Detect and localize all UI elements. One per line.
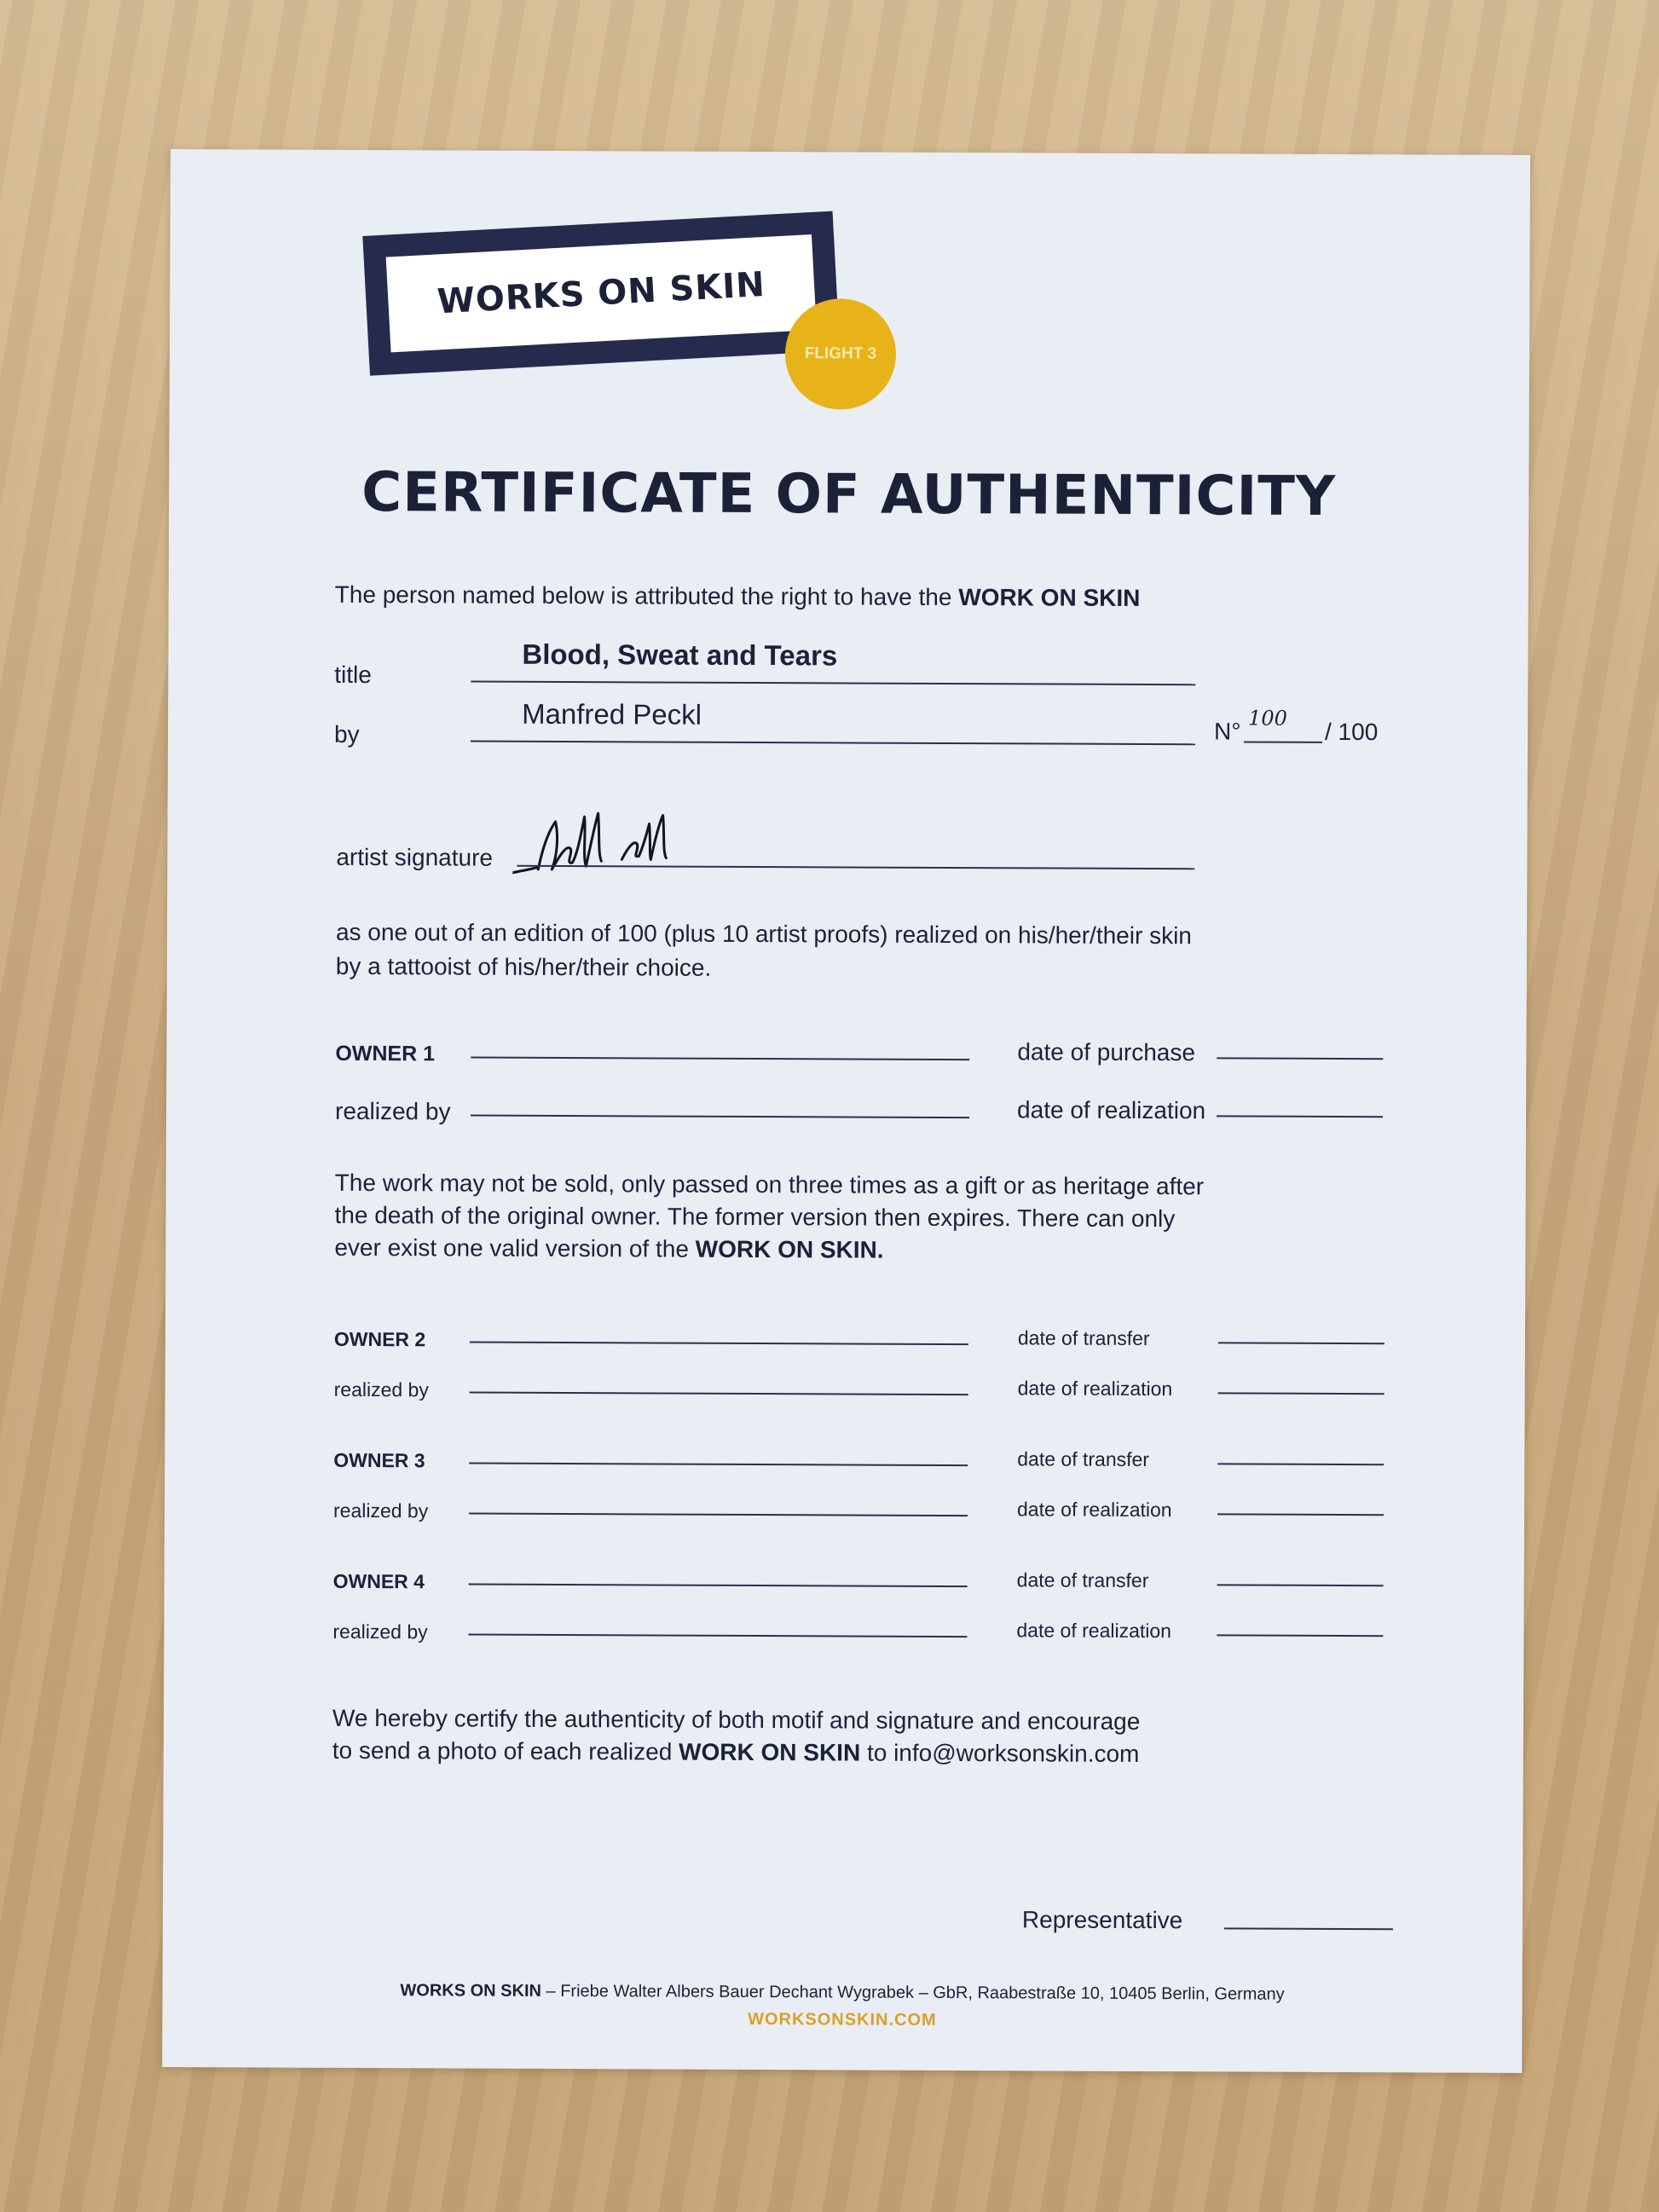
footer-url-row	[162, 2007, 1522, 2033]
owner3-realized-label: realized by	[332, 1499, 429, 1522]
owner3-date-transfer-label: date of transfer	[1017, 1447, 1150, 1471]
flight-badge-text: FLIGHT 3	[804, 344, 877, 363]
title-line	[471, 681, 1195, 686]
owner1-date-realization-label: date of realization	[1017, 1096, 1206, 1124]
title-value: Blood, Sweat and Tears	[522, 638, 838, 672]
transfer-text-bold: WORK ON SKIN.	[695, 1235, 884, 1263]
owner4-date-realization-label: date of realization	[1016, 1619, 1172, 1643]
edition-text-line2: by a tattooist of his/her/their choice.	[335, 952, 712, 981]
representative-label: Representative	[1021, 1906, 1183, 1934]
certify-text-bold: WORK ON SKIN	[679, 1738, 861, 1766]
artist-signature	[512, 803, 700, 881]
edition-text-line1: as one out of an edition of 100 (plus 10 artist proofs) realized on his/her/their skin	[335, 918, 1192, 950]
owner3-realized-line	[469, 1513, 968, 1517]
certificate-paper	[162, 149, 1530, 2073]
owner2-realized-label: realized by	[333, 1377, 429, 1401]
by-line	[471, 741, 1195, 746]
owner3-date-transfer-line	[1217, 1463, 1384, 1465]
owner2-date-transfer-label: date of transfer	[1017, 1326, 1150, 1350]
transfer-text-line1: The work may not be sold, only passed on three times as a gift or as heritage after	[334, 1169, 1205, 1200]
owner4-label: OWNER 4	[332, 1569, 425, 1593]
transfer-text-line2: the death of the original owner. The former version then expires. There can only	[334, 1201, 1176, 1233]
edition-number-prefix: N°	[1213, 718, 1241, 745]
owner3-line	[469, 1463, 968, 1467]
owner2-realized-line	[470, 1392, 968, 1396]
owner4-date-transfer-line	[1217, 1584, 1384, 1586]
intro-text: The person named below is attributed the right to have the WORK ON SKIN	[334, 580, 1141, 611]
owner4-realized-label: realized by	[332, 1620, 428, 1643]
certify-text-line1: We hereby certify the authenticity of both motif and signature and encourage	[332, 1704, 1141, 1735]
owner1-date-purchase-label: date of purchase	[1017, 1038, 1196, 1066]
owner4-date-realization-line	[1217, 1634, 1383, 1637]
owner4-line	[469, 1584, 968, 1588]
artist-signature-label: artist signature	[336, 843, 494, 871]
flight-badge	[785, 298, 897, 410]
owner2-line	[470, 1342, 968, 1346]
owner2-date-realization-label: date of realization	[1017, 1377, 1173, 1401]
owner3-date-realization-line	[1217, 1513, 1384, 1516]
owner1-date-realization-line	[1217, 1115, 1383, 1118]
owner2-label: OWNER 2	[333, 1327, 426, 1351]
footer-brand: WORKS ON SKIN	[400, 1981, 542, 2001]
intro-bold: WORK ON SKIN	[958, 584, 1141, 611]
owner1-realized-line	[471, 1115, 969, 1119]
certificate-title: CERTIFICATE OF AUTHENTICITY	[361, 460, 1337, 528]
owner2-date-realization-line	[1218, 1392, 1384, 1395]
by-value: Manfred Peckl	[522, 697, 702, 731]
owner2-date-transfer-line	[1218, 1342, 1384, 1344]
owner4-realized-line	[468, 1634, 967, 1638]
owner1-date-purchase-line	[1217, 1057, 1383, 1060]
works-on-skin-logo	[362, 211, 840, 376]
transfer-text-line3: ever exist one valid version of the WORK ON SKIN.	[334, 1233, 884, 1263]
footer-address: WORKS ON SKIN – Friebe Walter Albers Bauer Dechant Wygrabek – GbR, Raabestraße 10, 10405 Berlin, Germany	[400, 1981, 1285, 2004]
by-label: by	[333, 720, 360, 748]
owner1-label: OWNER 1	[335, 1041, 436, 1066]
edition-number-value: 100	[1248, 706, 1287, 731]
footer-url: WORKSONSKIN.COM	[748, 2009, 937, 2030]
owner3-label: OWNER 3	[333, 1448, 425, 1472]
representative-line	[1224, 1927, 1393, 1930]
owner1-realized-label: realized by	[335, 1097, 451, 1125]
logo-text: WORKS ON SKIN	[436, 264, 766, 322]
owner3-date-realization-label: date of realization	[1016, 1498, 1172, 1522]
certify-text-line2: to send a photo of each realized WORK ON SKIN to info@worksonskin.com	[332, 1736, 1140, 1767]
edition-number-total: / 100	[1324, 718, 1379, 746]
edition-number-line	[1244, 741, 1322, 742]
owner1-line	[471, 1057, 969, 1061]
owner4-date-transfer-label: date of transfer	[1016, 1568, 1149, 1592]
title-label: title	[334, 661, 372, 689]
